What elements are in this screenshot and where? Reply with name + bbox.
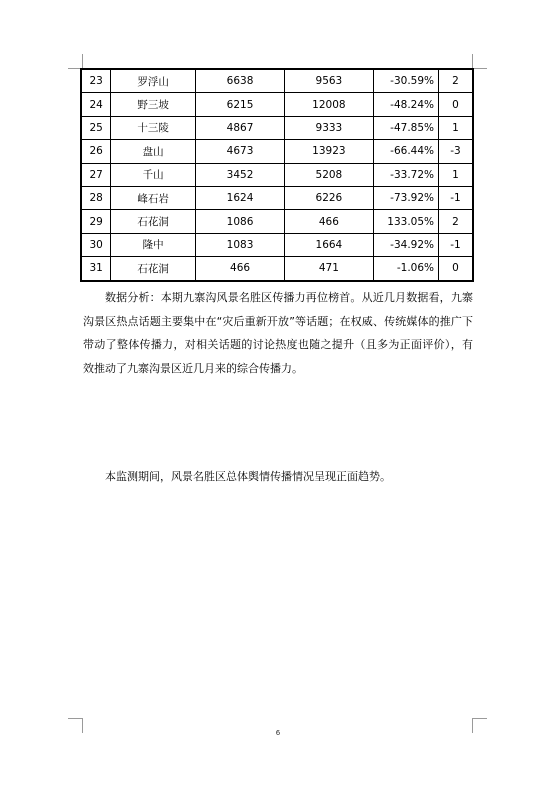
rank-change-cell: -1 bbox=[439, 233, 474, 256]
change-rate-cell: -73.92% bbox=[373, 186, 438, 209]
scenic-name-cell: 石花洞 bbox=[111, 257, 196, 281]
current-value-cell: 3452 bbox=[195, 163, 284, 186]
rank-cell: 27 bbox=[81, 163, 111, 186]
rank-cell: 29 bbox=[81, 210, 111, 233]
rank-change-cell: -1 bbox=[439, 186, 474, 209]
change-rate-cell: -48.24% bbox=[373, 93, 438, 116]
scenic-name-cell: 峰石岩 bbox=[111, 186, 196, 209]
table-row bbox=[81, 116, 473, 139]
table-row bbox=[81, 69, 473, 93]
previous-value-cell: 9563 bbox=[285, 69, 374, 93]
current-value-cell: 4673 bbox=[195, 140, 284, 163]
rank-change-cell: 2 bbox=[439, 210, 474, 233]
current-value-cell: 6638 bbox=[195, 69, 284, 93]
rank-cell: 30 bbox=[81, 233, 111, 256]
previous-value-cell: 13923 bbox=[285, 140, 374, 163]
rank-change-cell: 0 bbox=[439, 257, 474, 281]
scenic-name-cell: 千山 bbox=[111, 163, 196, 186]
change-rate-cell: -1.06% bbox=[373, 257, 438, 281]
rank-change-cell: 1 bbox=[439, 163, 474, 186]
current-value-cell: 6215 bbox=[195, 93, 284, 116]
rank-change-cell: -3 bbox=[439, 140, 474, 163]
previous-value-cell: 471 bbox=[285, 257, 374, 281]
current-value-cell: 1086 bbox=[195, 210, 284, 233]
scenic-name-cell: 盘山 bbox=[111, 140, 196, 163]
scenic-name-cell: 隆中 bbox=[111, 233, 196, 256]
change-rate-cell: -47.85% bbox=[373, 116, 438, 139]
page-margin-mark-top-left bbox=[68, 54, 83, 69]
rank-cell: 25 bbox=[81, 116, 111, 139]
change-rate-cell: -33.72% bbox=[373, 163, 438, 186]
rank-cell: 23 bbox=[81, 69, 111, 93]
table-row bbox=[81, 163, 473, 186]
change-rate-cell: -66.44% bbox=[373, 140, 438, 163]
table-row bbox=[81, 140, 473, 163]
previous-value-cell: 466 bbox=[285, 210, 374, 233]
table-row bbox=[81, 210, 473, 233]
rank-cell: 28 bbox=[81, 186, 111, 209]
rank-change-cell: 2 bbox=[439, 69, 474, 93]
rank-cell: 24 bbox=[81, 93, 111, 116]
change-rate-cell: 133.05% bbox=[373, 210, 438, 233]
change-rate-cell: -34.92% bbox=[373, 233, 438, 256]
summary-paragraph: 本监测期间，风景名胜区总体舆情传播情况呈现正面趋势。 bbox=[105, 470, 391, 483]
previous-value-cell: 5208 bbox=[285, 163, 374, 186]
previous-value-cell: 6226 bbox=[285, 186, 374, 209]
table-row bbox=[81, 257, 473, 281]
current-value-cell: 4867 bbox=[195, 116, 284, 139]
page-number: 6 bbox=[275, 729, 281, 737]
previous-value-cell: 12008 bbox=[285, 93, 374, 116]
table-row bbox=[81, 93, 473, 116]
change-rate-cell: -30.59% bbox=[373, 69, 438, 93]
rank-change-cell: 1 bbox=[439, 116, 474, 139]
ranking-table bbox=[80, 68, 474, 282]
table-row bbox=[81, 186, 473, 209]
current-value-cell: 1083 bbox=[195, 233, 284, 256]
rank-cell: 31 bbox=[81, 257, 111, 281]
rank-change-cell: 0 bbox=[439, 93, 474, 116]
table-row bbox=[81, 233, 473, 256]
current-value-cell: 466 bbox=[195, 257, 284, 281]
scenic-name-cell: 石花洞 bbox=[111, 210, 196, 233]
analysis-paragraph: 数据分析：本期九寨沟风景名胜区传播力再位榜首。从近几月数据看，九寨沟景区热点话题主要集中在“灾后重新开放”等话题；在权威、传统媒体的推广下带动了整体传播力，对相关话题的讨论热度也随之提升（且多为正面评价），有效推动了九寨沟景区近几月来的综合传播力。 bbox=[83, 291, 473, 375]
previous-value-cell: 9333 bbox=[285, 116, 374, 139]
scenic-name-cell: 野三坡 bbox=[111, 93, 196, 116]
scenic-name-cell: 罗浮山 bbox=[111, 69, 196, 93]
previous-value-cell: 1664 bbox=[285, 233, 374, 256]
scenic-name-cell: 十三陵 bbox=[111, 116, 196, 139]
current-value-cell: 1624 bbox=[195, 186, 284, 209]
rank-cell: 26 bbox=[81, 140, 111, 163]
page-margin-mark-top-right bbox=[472, 54, 487, 69]
